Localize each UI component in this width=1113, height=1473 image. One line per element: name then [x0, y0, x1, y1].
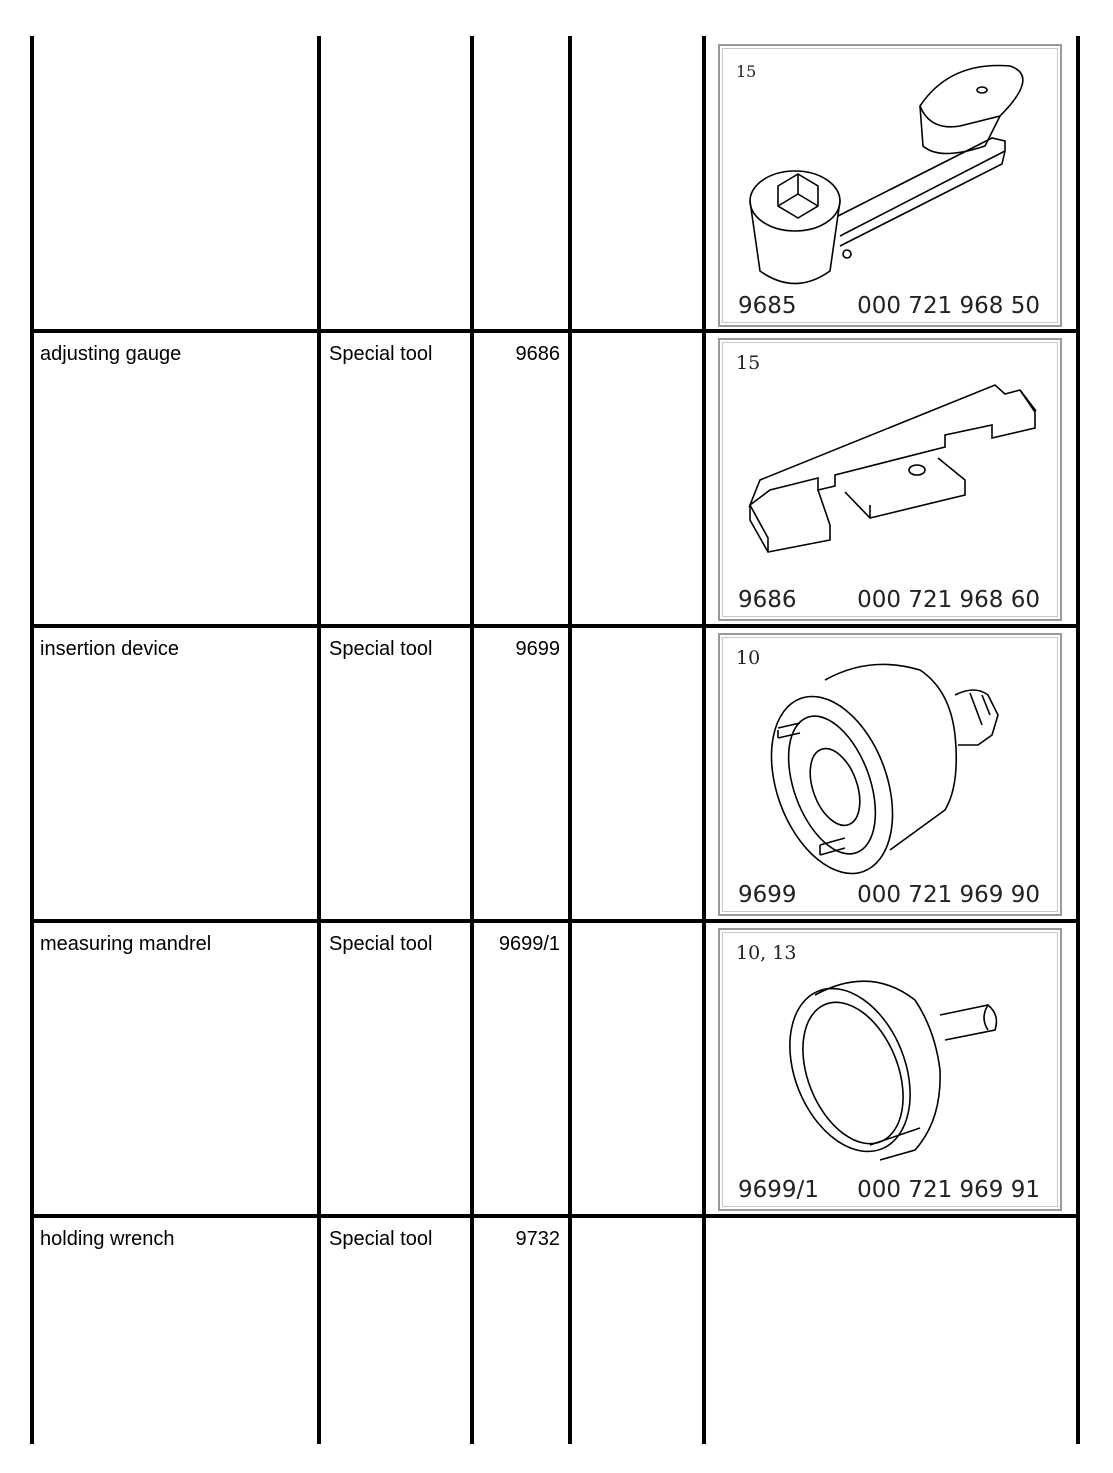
- figure-part-number: 000 721 968 50: [857, 293, 1040, 319]
- tool-name: measuring mandrel: [40, 933, 212, 955]
- tool-name: adjusting gauge: [40, 343, 182, 365]
- figure-part-number: 000 721 969 91: [857, 1177, 1040, 1203]
- tool-number: 9732: [515, 1228, 560, 1250]
- figure-part-number: 000 721 969 90: [857, 882, 1040, 908]
- column-divider: [568, 36, 572, 1444]
- tool-name: holding wrench: [40, 1228, 175, 1250]
- insertion-device-icon: [720, 635, 1060, 875]
- tool-figure-9685: [718, 44, 1062, 327]
- tool-figure-9699: [718, 633, 1062, 916]
- tool-number: 9699/1: [498, 933, 560, 955]
- hex-socket-lever-icon: [720, 46, 1060, 286]
- figure-tool-code: 9699/1: [738, 1177, 819, 1203]
- column-divider: [1076, 36, 1080, 1444]
- adjusting-gauge-bar-icon: [720, 340, 1060, 580]
- row-divider: [30, 1214, 1080, 1218]
- figure-chapter: 15: [736, 62, 757, 81]
- tool-type: Special tool: [329, 343, 433, 365]
- column-divider: [30, 36, 34, 1444]
- tool-name: insertion device: [40, 638, 179, 660]
- figure-tool-code: 9685: [738, 293, 797, 319]
- figure-chapter: 10: [736, 647, 761, 669]
- row-divider: [30, 329, 1080, 333]
- tool-number: 9686: [515, 343, 560, 365]
- row-divider: [30, 919, 1080, 923]
- figure-chapter: 10, 13: [736, 942, 797, 964]
- figure-chapter: 15: [736, 352, 761, 374]
- column-divider: [702, 36, 706, 1444]
- figure-part-number: 000 721 968 60: [857, 587, 1040, 613]
- tool-figure-9699-1: [718, 928, 1062, 1211]
- tool-type: Special tool: [329, 933, 433, 955]
- figure-tool-code: 9686: [738, 587, 797, 613]
- measuring-mandrel-icon: [720, 930, 1060, 1170]
- column-divider: [317, 36, 321, 1444]
- tool-type: Special tool: [329, 638, 433, 660]
- tool-number: 9699: [515, 638, 560, 660]
- tool-figure-9686: [718, 338, 1062, 621]
- tool-type: Special tool: [329, 1228, 433, 1250]
- row-divider: [30, 624, 1080, 628]
- figure-tool-code: 9699: [738, 882, 797, 908]
